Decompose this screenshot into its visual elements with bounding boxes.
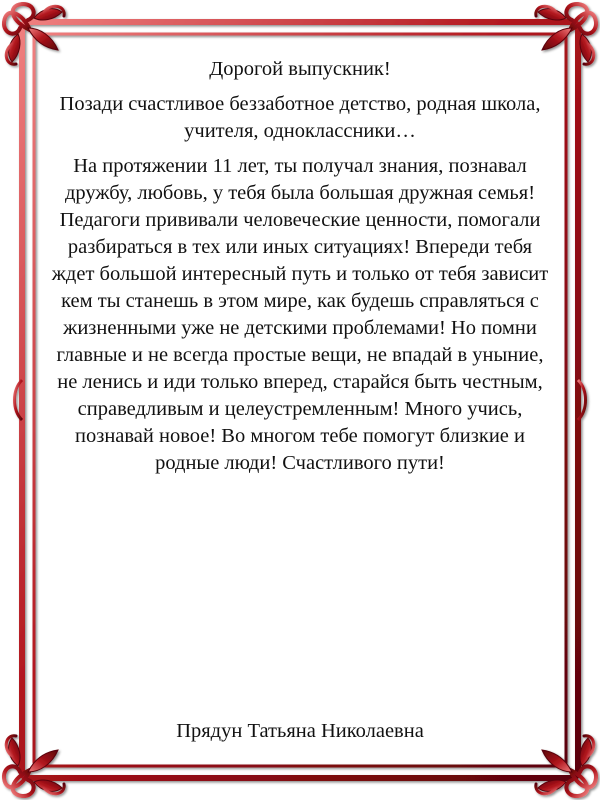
letter-paragraph-2: На протяжении 11 лет, ты получал знания, познавал дружбу, любовь, у тебя была большая дружная семья! Педагоги прививали человеческие ценности, помогали разбираться в тех или иных ситуациях! Впереди тебя ждет большой интересный путь и только от тебя зависит кем ты станешь в этом мире, как будешь справляться с жизненными уже не детскими проблемами! Но помни главные и не всегда простые вещи, не впадай в уныние, не ленись и иди только вперед, старайся быть честным, справедливым и целеустремленным! Много учись, познавай новое! Во многом тебе помогут близкие и родные люди! Счастливого пути! xyxy=(51,155,549,474)
letter-paragraph-1: Позади счастливое беззаботное детство, родная школа, учителя, одноклассники… xyxy=(59,93,541,142)
letter-body xyxy=(48,56,552,485)
letter-greeting: Дорогой выпускник! xyxy=(209,58,391,80)
letter-signature: Прядун Татьяна Николаевна xyxy=(176,720,424,742)
